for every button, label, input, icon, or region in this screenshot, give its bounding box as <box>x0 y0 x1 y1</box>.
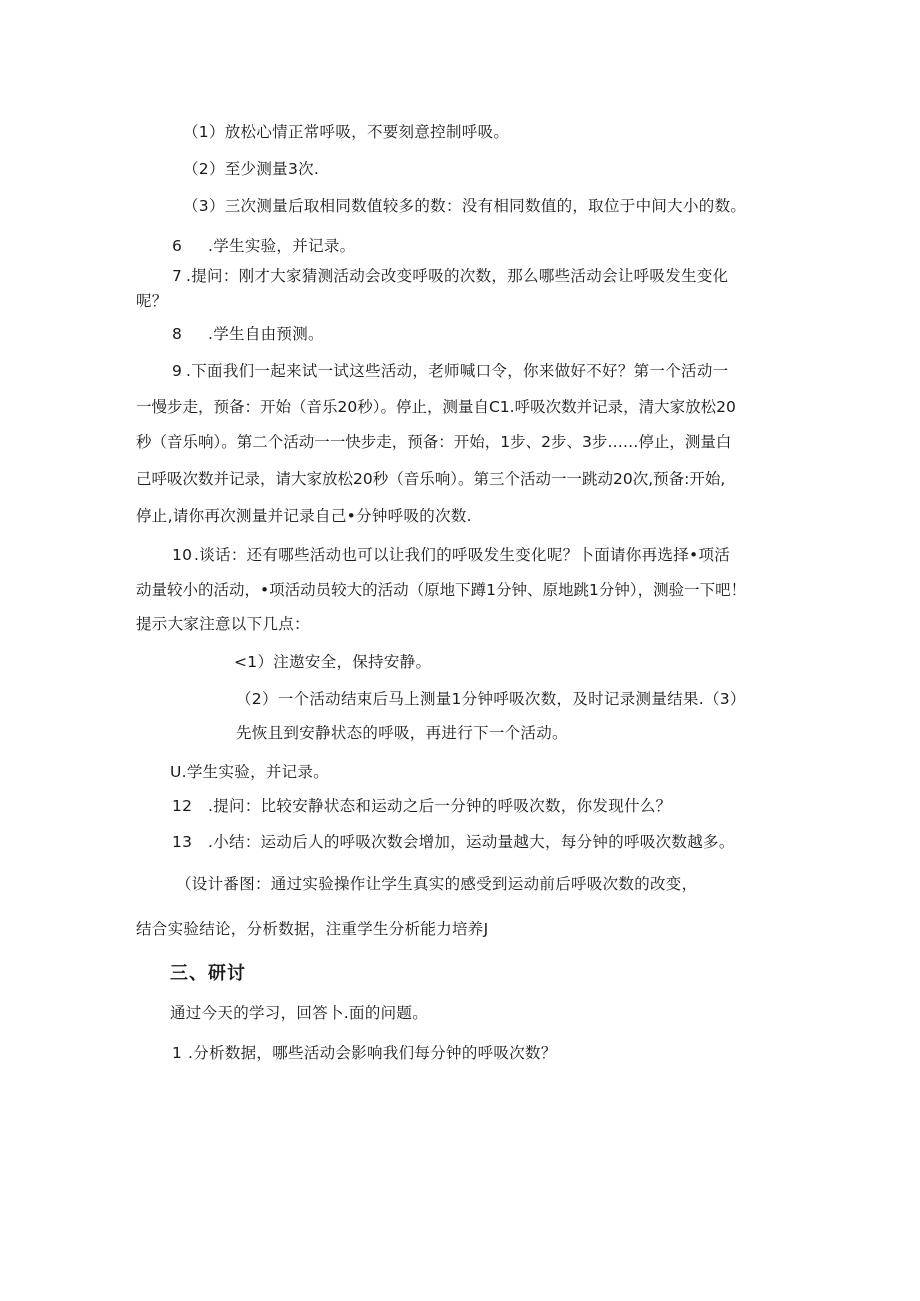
step-9-line-1 <box>172 361 728 381</box>
tip-1: （1）放松心情正常呼吸，不要刻意控制呼吸。 <box>183 123 510 141</box>
design-note-line-2: 结合实验结论，分析数据，注重学生分析能力培养J <box>136 920 489 938</box>
step-7-line-2: 呢？ <box>136 292 168 310</box>
design-note-line-1: （设计番图：通过实验操作让学生真实的感受到运动前后呼吸次数的改变， <box>176 875 698 893</box>
step-number: 9 <box>172 362 183 380</box>
note-3: 先恢且到安静状态的呼吸，再进行下一个活动。 <box>236 724 568 742</box>
step-text: .小结：运动后人的呼吸次数会增加，运动量越大，每分钟的呼吸次数越多。 <box>208 833 735 851</box>
step-9-line-3: 秒（音乐响）。第二个活动一一快步走，预备：开始，1步、2步、3步……停止，测量白 <box>136 433 732 451</box>
step-9-line-4: 己呼吸次数并记录，请大家放松20秒（音乐响）。第三个活动一一跳动20次,预备:开始, <box>136 470 726 488</box>
step-8 <box>172 324 324 344</box>
step-12 <box>172 796 671 816</box>
step-13 <box>172 832 735 852</box>
step-11: U.学生实验，并记录。 <box>170 763 330 781</box>
tip-3: （3）三次测量后取相同数值较多的数：没有相同数值的，取位于中间大小的数。 <box>183 197 747 215</box>
note-2: （2）一个活动结束后马上测量1分钟呼吸次数，及时记录测量结果.（3） <box>236 690 746 708</box>
step-number: 10 <box>172 546 193 564</box>
step-number: 12 <box>172 797 193 815</box>
step-text: .下面我们一起来试一试这些活动，老师喊口令，你来做好不好？第一个活动一 <box>186 362 729 380</box>
note-1: <1）注遨安全，保持安静。 <box>234 653 432 671</box>
step-number: 7 <box>172 267 183 285</box>
step-text: .谈话：还有哪些活动也可以让我们的呼吸发生变化呢？卜面请你再选择•项活 <box>194 546 731 564</box>
section-intro: 通过今天的学习，回答卜.面的问题。 <box>170 1004 429 1022</box>
section-heading: 三、研讨 <box>170 963 246 984</box>
step-10-line-1 <box>172 545 730 565</box>
step-text: .学生自由预测。 <box>208 325 324 343</box>
question-text: .分析数据，哪些活动会影响我们每分钟的呼吸次数？ <box>188 1044 557 1062</box>
step-6 <box>172 236 355 256</box>
step-number: 13 <box>172 833 193 851</box>
step-text: .学生实验，并记录。 <box>208 237 356 255</box>
tip-2: （2）至少测量3次. <box>183 160 320 178</box>
question-1 <box>172 1043 557 1063</box>
step-7-line-1 <box>172 266 728 286</box>
step-9-line-2: 一慢步走，预备：开始（音乐20秒）。停止，测量自C1.呼吸次数并记录，清大家放松20 <box>136 398 736 416</box>
step-number: 6 <box>172 237 183 255</box>
step-9-line-5: 停止,请你再次测量并记录自己•分钟呼吸的次数. <box>136 507 472 525</box>
step-text: .提问：刚才大家猜测活动会改变呼吸的次数，那么哪些活动会让呼吸发生变化 <box>186 267 729 285</box>
step-text: .提问：比较安静状态和运动之后一分钟的呼吸次数，你发现什么？ <box>208 797 672 815</box>
question-number: 1 <box>172 1044 183 1062</box>
step-10-line-2: 动量较小的活动，•项活动员较大的活动（原地下蹲1分钟、原地跳1分钟），测验一下吧！ <box>136 581 747 599</box>
step-10-line-3: 提示大家注意以下几点： <box>136 615 310 633</box>
step-number: 8 <box>172 325 183 343</box>
